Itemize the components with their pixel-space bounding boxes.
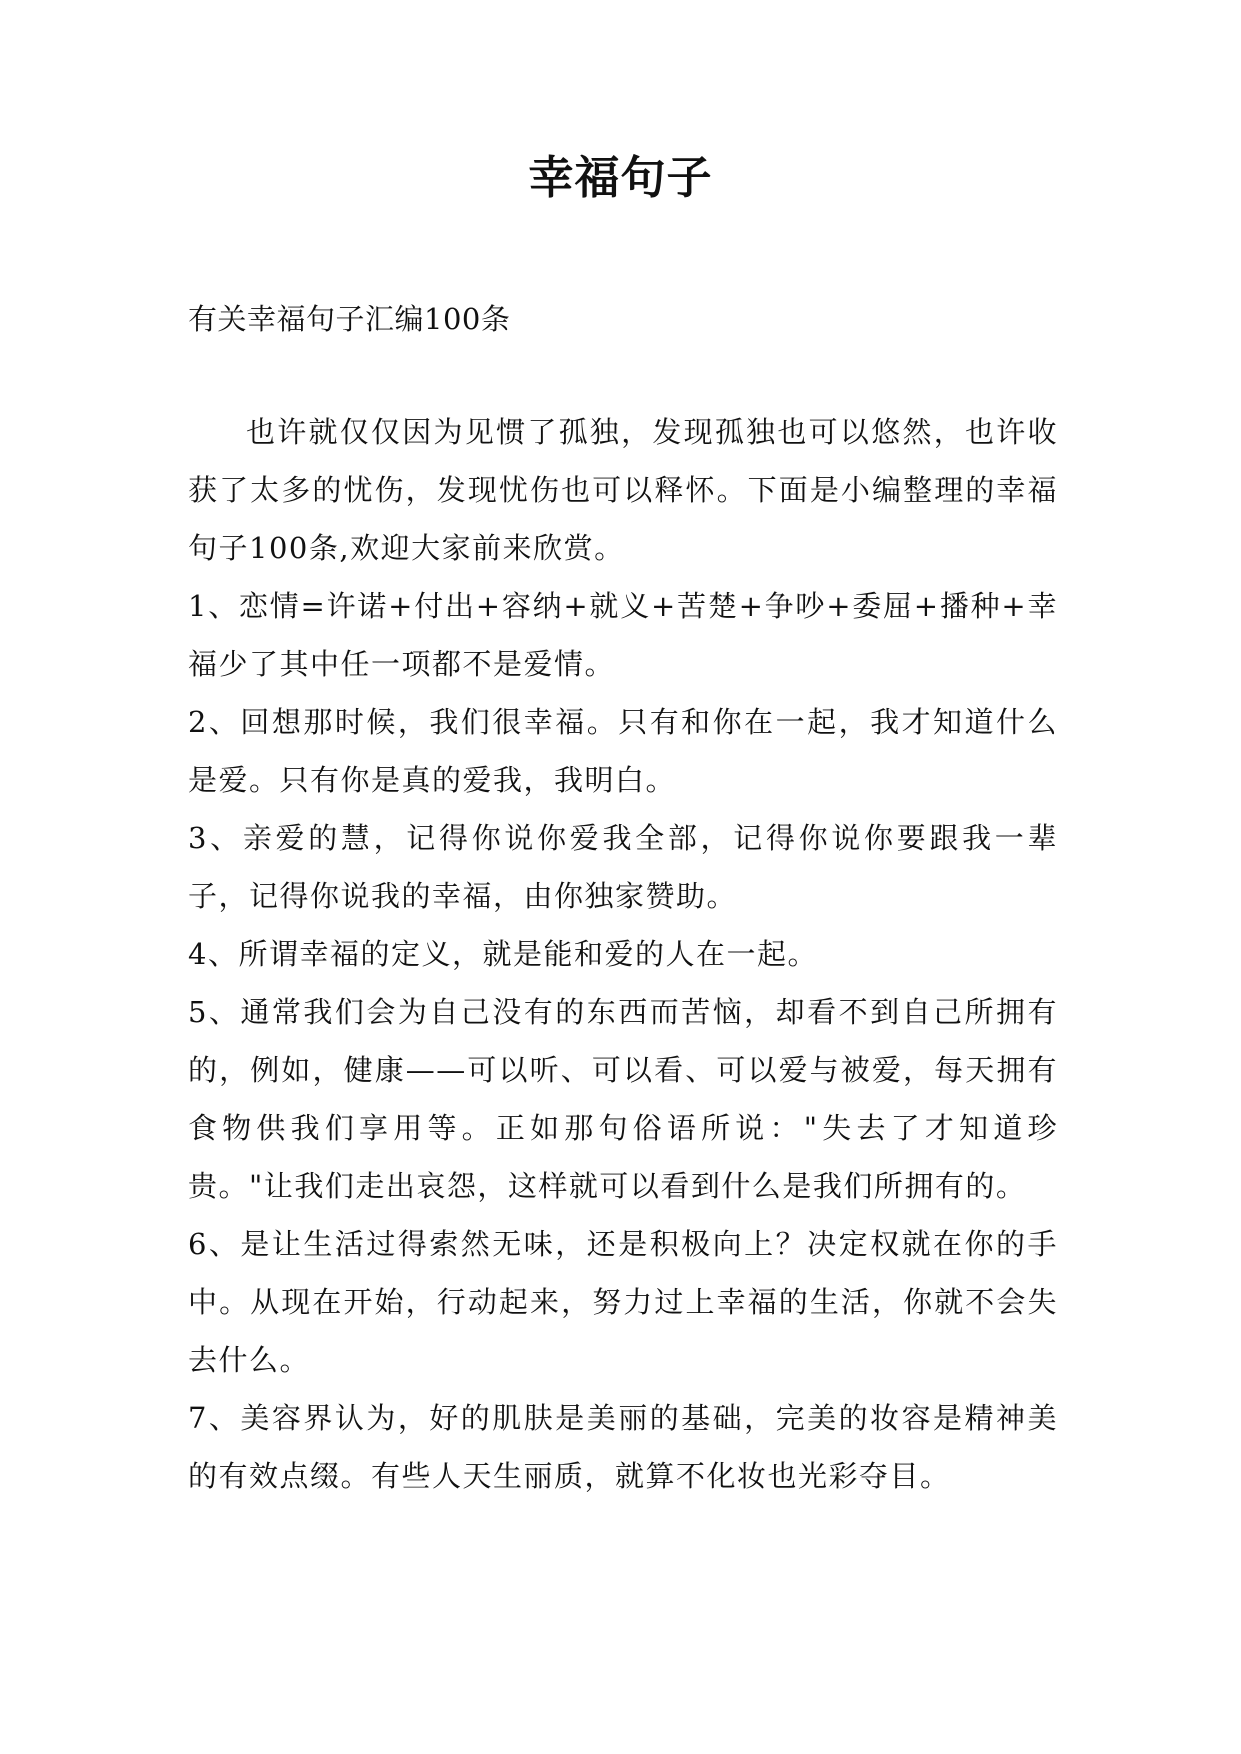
document-subtitle: 有关幸福句子汇编100条: [188, 302, 511, 336]
list-item: 6、是让生活过得索然无味，还是积极向上？决定权就在你的手中。从现在开始，行动起来，努力过上幸福的生活，你就不会失去什么。: [188, 1227, 1058, 1377]
intro-paragraph: 也许就仅仅因为见惯了孤独，发现孤独也可以悠然，也许收获了太多的忧伤，发现忧伤也可以释怀。下面是小编整理的幸福句子100条,欢迎大家前来欣赏。: [188, 415, 1058, 565]
list-item: 5、通常我们会为自己没有的东西而苦恼，却看不到自己所拥有的，例如，健康——可以听、可以看、可以爱与被爱，每天拥有食物供我们享用等。正如那句俗语所说："失去了才知道珍贵。"让我们走出哀怨，这样就可以看到什么是我们所拥有的。: [188, 995, 1058, 1203]
list-item: 7、美容界认为，好的肌肤是美丽的基础，完美的妆容是精神美的有效点缀。有些人天生丽质，就算不化妆也光彩夺目。: [188, 1401, 1058, 1493]
list-item: 4、所谓幸福的定义，就是能和爱的人在一起。: [188, 937, 818, 971]
document-title: 幸福句子: [528, 151, 713, 204]
list-item: 3、亲爱的慧，记得你说你爱我全部，记得你说你要跟我一辈子，记得你说我的幸福，由你独家赞助。: [188, 821, 1058, 913]
list-item: 2、回想那时候，我们很幸福。只有和你在一起，我才知道什么是爱。只有你是真的爱我，我明白。: [188, 705, 1058, 797]
document-body: [188, 403, 1058, 1505]
list-item: 1、恋情=许诺+付出+容纳+就义+苦楚+争吵+委屈+播种+幸福少了其中任一项都不是爱情。: [188, 589, 1058, 681]
